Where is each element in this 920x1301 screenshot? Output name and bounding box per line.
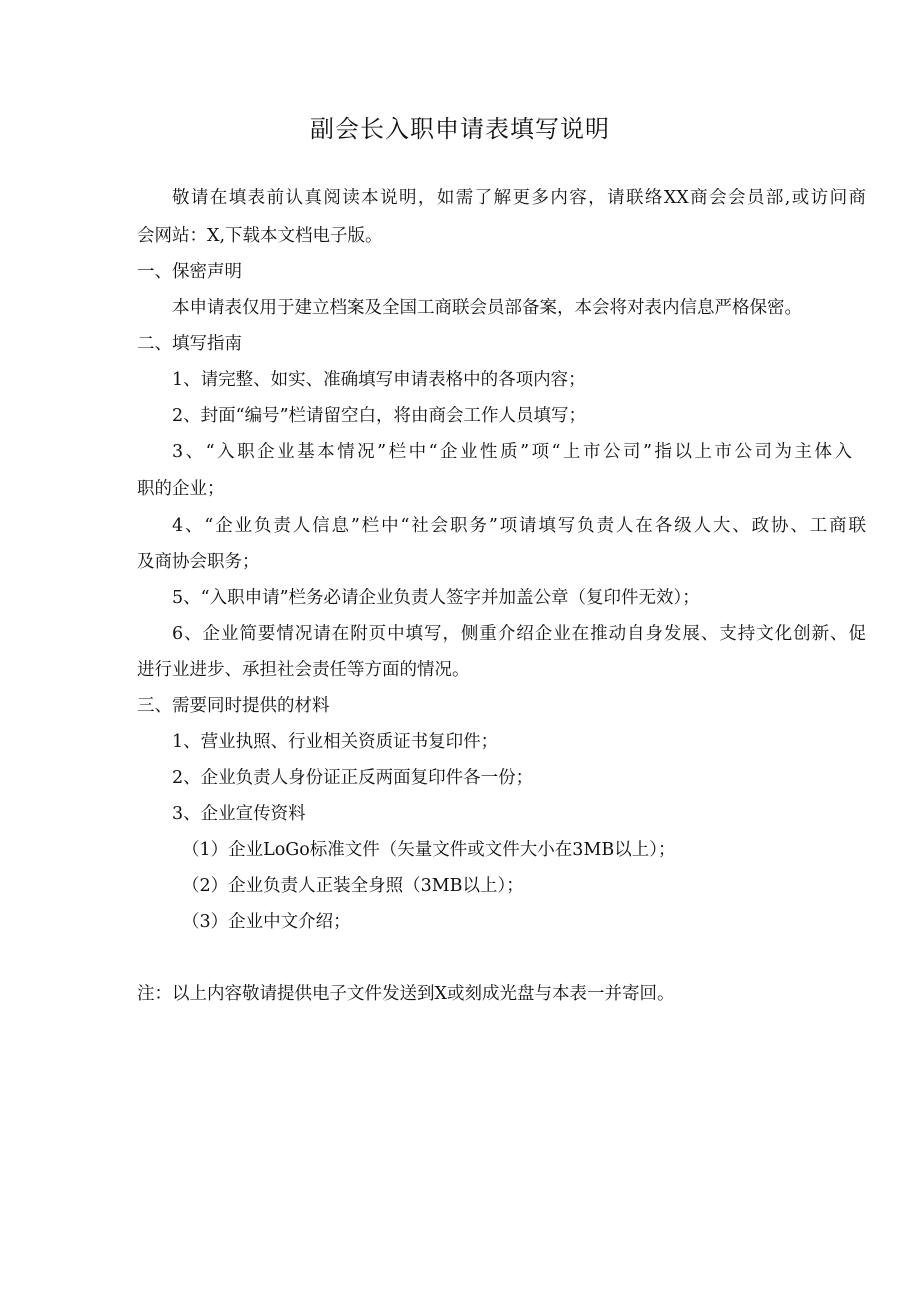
document-title: 副会长入职申请表填写说明 <box>310 115 610 143</box>
guide-item-4-line-2: 及商协会职务； <box>137 552 260 572</box>
confidentiality-text: 本申请表仅用于建立档案及全国工商联会员部备案，本会将对表内信息严格保密。 <box>172 298 802 318</box>
guide-item-2: 2、封面“编号”栏请留空白，将由商会工作人员填写； <box>172 406 587 426</box>
closing-note: 注：以上内容敬请提供电子文件发送到X或刻成光盘与本表一并寄回。 <box>137 984 675 1004</box>
section-heading-confidentiality: 一、保密声明 <box>137 262 242 282</box>
intro-line-2: 会网站：X,下载本文档电子版。 <box>137 226 383 246</box>
materials-item-2: 2、企业负责人身份证正反两面复印件各一份； <box>172 768 534 788</box>
guide-item-6-line-1: 6、企业简要情况请在附页中填写，侧重介绍企业在推动自身发展、支持文化创新、促 <box>172 624 866 644</box>
section-heading-guide: 二、填写指南 <box>137 334 242 354</box>
section-heading-materials: 三、需要同时提供的材料 <box>137 696 330 716</box>
guide-item-4-line-1: 4、“企业负责人信息”栏中“社会职务”项请填写负责人在各级人大、政协、工商联 <box>172 516 866 536</box>
materials-sub-item-1: （1）企业LoGo标准文件（矢量文件或文件大小在3MB以上）； <box>182 840 676 860</box>
guide-item-5: 5、“入职申请”栏务必请企业负责人签字并加盖公章（复印件无效）； <box>172 588 700 608</box>
guide-item-1: 1、请完整、如实、准确填写申请表格中的各项内容； <box>172 370 586 390</box>
guide-item-6-line-2: 进行业进步、承担社会责任等方面的情况。 <box>137 660 470 680</box>
guide-item-3-line-1: 3、“入职企业基本情况”栏中“企业性质”项“上市公司”指以上市公司为主体入 <box>172 442 852 462</box>
materials-sub-item-2: （2）企业负责人正装全身照（3MB以上）； <box>182 876 524 896</box>
materials-sub-item-3: （3）企业中文介绍； <box>182 912 351 932</box>
intro-line-1: 敬请在填表前认真阅读本说明，如需了解更多内容，请联络XX商会会员部,或访问商 <box>172 188 866 208</box>
guide-item-3-line-2: 职的企业； <box>137 479 225 499</box>
materials-item-1: 1、营业执照、行业相关资质证书复印件； <box>172 732 499 752</box>
materials-item-3: 3、企业宣传资料 <box>172 804 306 824</box>
